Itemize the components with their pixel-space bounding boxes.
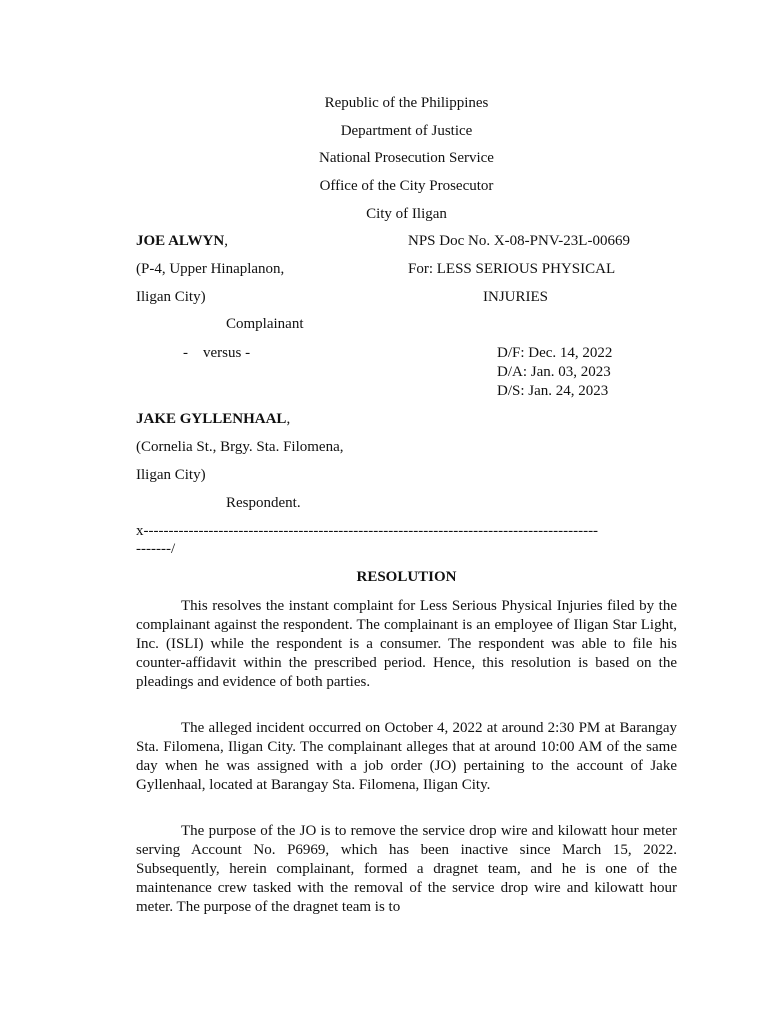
respondent-name-suffix: ,	[286, 411, 291, 427]
header-department: Department of Justice	[340, 123, 473, 139]
paragraph-3: The purpose of the JO is to remove the service drop wire and kilowatt hour meter serving Account No. P6969, which has been inactive since March 15, 2022. Subsequently, herein complainant, formed a dragnet team, and he is one of the maintenance crew tasked with the removal of the service drop wire and kilowatt hour meter. The purpose of the dragnet team is to	[136, 823, 677, 915]
complainant-role: Complainant	[226, 316, 304, 332]
resolution-title: RESOLUTION	[356, 569, 457, 585]
case-offense-line1: For: LESS SERIOUS PHYSICAL	[408, 261, 616, 277]
header-republic: Republic of the Philippines	[324, 95, 489, 111]
paragraph-1: This resolves the instant complaint for Less Serious Physical Injuries filed by the complainant against the respondent. The complainant is an employee of Iligan Star Light, Inc. (ISLI) while the respondent is a consumer. The respondent was able to file his counter-affidavit within the prescribed period. Hence, this resolution is based on the pleadings and evidence of both parties.	[136, 598, 677, 690]
respondent-address-2: Iligan City)	[136, 467, 206, 483]
case-offense-line2: INJURIES	[483, 289, 549, 305]
respondent-name: JAKE GYLLENHAAL	[136, 411, 287, 427]
complainant-address-2: Iligan City)	[136, 289, 206, 305]
complainant-address-1: (P-4, Upper Hinaplanon,	[136, 261, 285, 277]
respondent-name-line	[136, 411, 290, 428]
header-service: National Prosecution Service	[319, 150, 494, 166]
paragraph-2: The alleged incident occurred on October 4, 2022 at around 2:30 PM at Barangay Sta. Filomena, Iligan City. The complainant alleges that at around 10:00 AM of the same day when he was assigned with a job order (JO) pertaining to the account of Jake Gyllenhaal, located at Barangay Sta. Filomena, Iligan City.	[136, 720, 677, 793]
separator-line-2: -------/	[136, 541, 176, 557]
respondent-address-1: (Cornelia St., Brgy. Sta. Filomena,	[136, 439, 344, 455]
date-submitted: D/S: Jan. 24, 2023	[497, 383, 609, 399]
nps-doc-number: NPS Doc No. X-08-PNV-23L-00669	[408, 233, 630, 249]
header-office: Office of the City Prosecutor	[319, 178, 494, 194]
versus-label: - versus -	[183, 345, 251, 361]
complainant-name-suffix: ,	[224, 233, 228, 249]
complainant-name-line	[136, 233, 228, 250]
date-filed: D/F: Dec. 14, 2022	[497, 345, 613, 361]
date-assigned: D/A: Jan. 03, 2023	[497, 364, 611, 380]
respondent-role: Respondent.	[226, 495, 301, 511]
separator-line-1: x-------------------------------------------------------------------------------------------	[136, 523, 599, 539]
complainant-name: JOE ALWYN	[136, 233, 225, 249]
header-city: City of Iligan	[366, 206, 447, 222]
